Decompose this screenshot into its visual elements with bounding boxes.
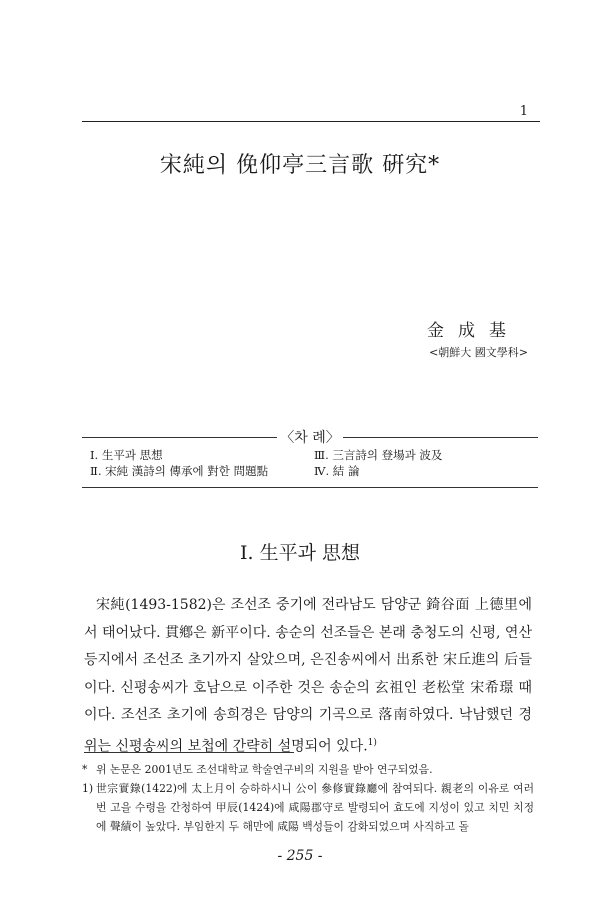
footnote-rule bbox=[84, 752, 294, 753]
toc-item-3: Ⅲ. 三言詩의 登場과 波及 bbox=[314, 448, 443, 462]
footnote bbox=[82, 760, 534, 779]
footnotes bbox=[82, 760, 534, 836]
page-number: - 255 - bbox=[277, 848, 323, 864]
body-paragraph bbox=[84, 592, 532, 761]
toc-item-2: Ⅱ. 宋純 漢詩의 傳承에 對한 問題點 bbox=[90, 464, 269, 478]
footnote-text: 世宗實錄(1422)에 太上月이 승하하시니 公이 參修實錄廳에 참여되다. 親老의 이유로 여러 번 고을 수령을 간청하여 甲辰(1424)에 咸陽郡守로 발령되어 효도에 지성이 있고 치민 치정에 聲績이 높았다. 부임한지 두 해만에 咸陽 백성들이 감화되었으며 사직하고 돌 bbox=[96, 782, 534, 833]
author-name: 金成基 bbox=[427, 321, 520, 341]
footnote-text: 위 논문은 2001년도 조선대학교 학술연구비의 지원을 받아 연구되었음. bbox=[96, 763, 433, 776]
paper-title: 宋純의 俛仰亭三言歌 硏究* bbox=[159, 153, 441, 178]
toc-item-1: Ⅰ. 生平과 思想 bbox=[90, 448, 163, 462]
toc-heading: 〈차 례〉 bbox=[280, 430, 340, 446]
footnote-mark: * bbox=[82, 763, 88, 776]
body-text: 宋純(1493-1582)은 조선조 중기에 전라남도 담양군 錡谷面 上德里에서 태어났다. 貫鄕은 新平이다. 송순의 선조들은 본래 충청도의 신평, 연산 등지에서 조선조 초기까지 살았으며, 은진송씨에서 出系한 宋丘進의 后들이다. 신평송씨가 호남으로 이주한 것은 송순의 玄祖인 老松堂 宋希璟 때이다. 조선조 초기에 송희경은 담양의 기곡으로 落南하였다. 낙남했던 경위는 신평송씨의 보첩에 간략히 설명되어 있다. bbox=[84, 597, 532, 755]
toc-item-4: Ⅳ. 結 論 bbox=[314, 464, 360, 478]
toc-rule-bottom bbox=[82, 487, 538, 488]
author-affiliation: <朝鮮大 國文學科> bbox=[429, 346, 528, 359]
toc-rule-right bbox=[343, 437, 538, 438]
header-page-marker: 1 bbox=[519, 104, 528, 119]
footnote-mark: 1) bbox=[82, 782, 94, 795]
footnote-reference: 1) bbox=[367, 737, 377, 748]
footnote bbox=[82, 779, 534, 836]
table-of-contents bbox=[82, 427, 538, 489]
section-heading: Ⅰ. 生平과 思想 bbox=[240, 542, 360, 564]
header-rule bbox=[82, 121, 540, 122]
